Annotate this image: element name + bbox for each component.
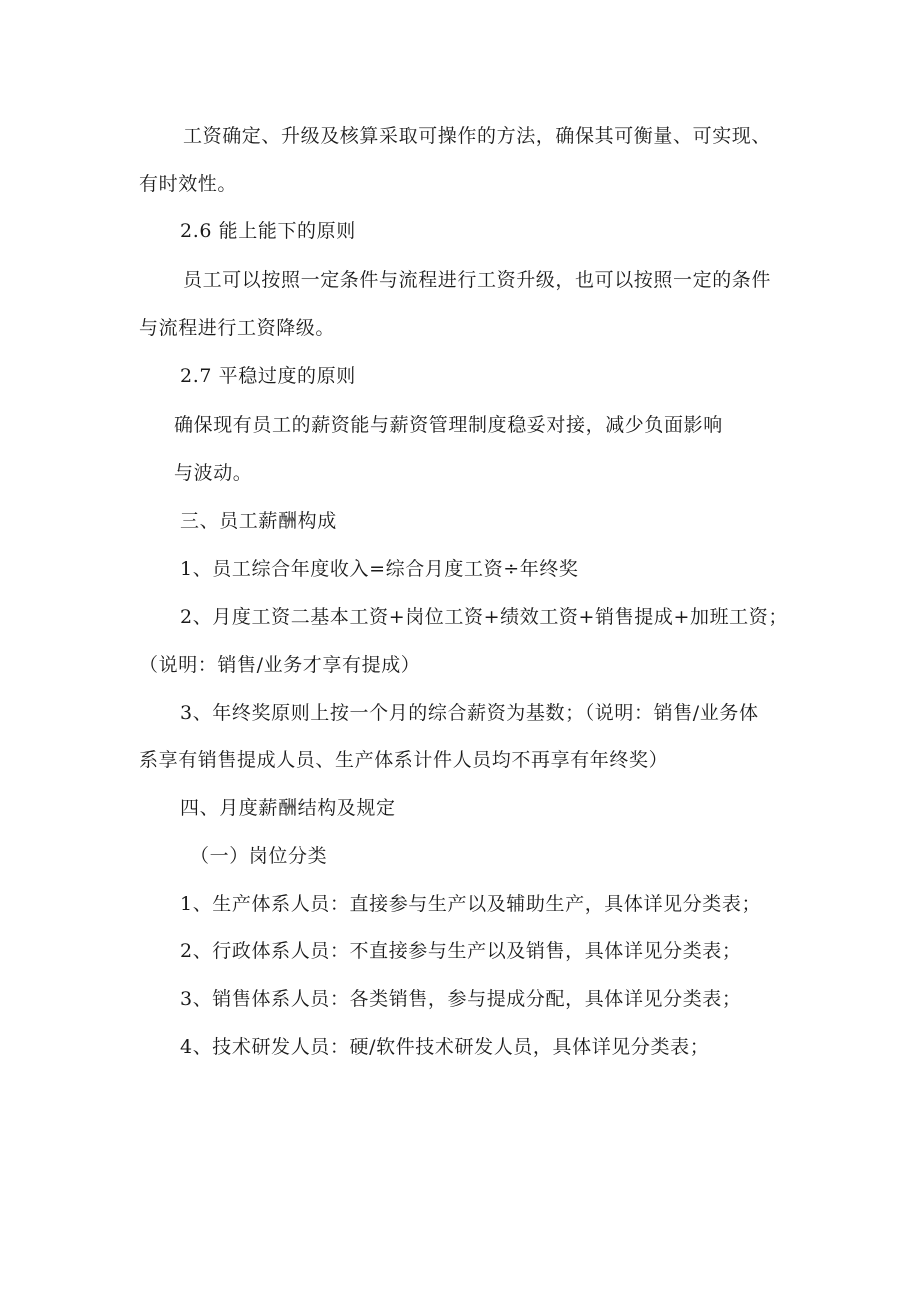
text-line: 工资确定、升级及核算采取可操作的方法，确保其可衡量、可实现、 [183,125,772,147]
section-heading: 2.6 能上能下的原则 [180,220,356,242]
section-heading: 三、员工薪酬构成 [180,510,337,532]
text-line: 与流程进行工资降级。 [139,317,336,339]
section-heading: 四、月度薪酬结构及规定 [180,797,396,819]
text-line: 确保现有员工的薪资能与薪资管理制度稳妥对接，减少负面影响 [174,414,723,436]
subsection-heading: （一）岗位分类 [190,845,328,867]
text-line: （说明：销售/业务才享有提成） [139,654,421,676]
text-line: 系享有销售提成人员、生产体系计件人员均不再享有年终奖） [139,749,669,771]
text-line: 与波动。 [174,462,253,484]
text-line: 3、销售体系人员：各类销售，参与提成分配，具体详见分类表； [180,988,742,1010]
section-heading: 2.7 平稳过度的原则 [180,365,356,387]
text-line: 4、技术研发人员：硬/软件技术研发人员，具体详见分类表； [180,1036,710,1058]
text-line: 2、行政体系人员：不直接参与生产以及销售，具体详见分类表； [180,940,742,962]
text-line: 员工可以按照一定条件与流程进行工资升级，也可以按照一定的条件 [183,269,772,291]
text-line: 1、生产体系人员：直接参与生产以及辅助生产，具体详见分类表； [180,893,762,915]
text-line: 2、月度工资二基本工资+岗位工资+绩效工资+销售提成+加班工资； [180,606,788,628]
text-line: 3、年终奖原则上按一个月的综合薪资为基数；（说明：销售/业务体 [180,702,759,724]
text-line: 1、员工综合年度收入=综合月度工资÷年终奖 [180,558,579,580]
text-line: 有时效性。 [139,173,238,195]
